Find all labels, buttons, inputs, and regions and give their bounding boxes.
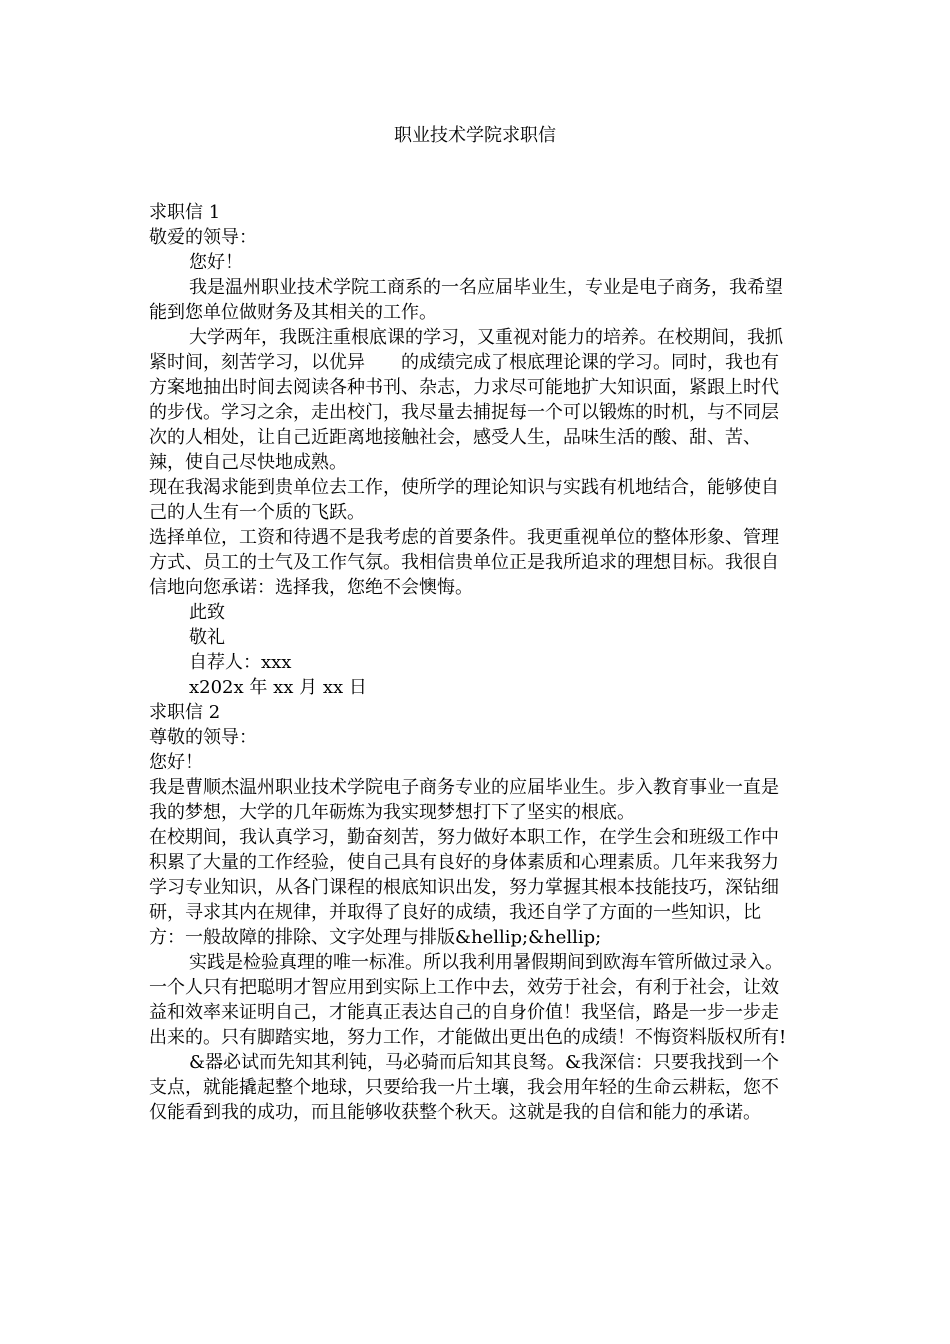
letter2-paragraph-2: 在校期间，我认真学习，勤奋刻苦，努力做好本职工作，在学生会和班级工作中积累了大量的工作经验，使自己具有良好的身体素质和心理素质。几年来我努力学习专业知识，从各门课程的根底知识出发，努力掌握其根本技能技巧，深钻细研，寻求其内在规律，并取得了良好的成绩，我还自学了方面的一些知识，比方：一般故障的排除、文字处理与排版&hellip;&hellip;	[149, 827, 779, 948]
letter1-paragraph-3: 现在我渴求能到贵单位去工作，使所学的理论知识与实践有机地结合，能够使自己的人生有一个质的飞跃。	[149, 477, 779, 523]
document-body	[149, 200, 789, 1125]
letter2-paragraph-3: 实践是检验真理的唯一标准。所以我利用暑假期间到欧海车管所做过录入。一个人只有把聪明才智应用到实际上工作中去，效劳于社会，有利于社会，让效益和效率来证明自己，才能真正表达自己的自身价值！我坚信，路是一步一步走出来的。只有脚踏实地，努力工作，才能做出更出色的成绩！不悔资料版权所有!	[149, 952, 787, 1048]
letter2-greeting: 您好！	[149, 752, 203, 773]
document-title: 职业技术学院求职信	[394, 125, 556, 146]
letter1-date: x202x 年 xx 月 xx 日	[189, 677, 367, 698]
letter1-paragraph-1: 我是温州职业技术学院工商系的一名应届毕业生，专业是电子商务，我希望能到您单位做财务及其相关的工作。	[149, 277, 783, 323]
letter2-paragraph-1: 我是曹顺杰温州职业技术学院电子商务专业的应届毕业生。步入教育事业一直是我的梦想，大学的几年砺炼为我实现梦想打下了坚实的根底。	[149, 777, 779, 823]
letter1-paragraph-4: 选择单位，工资和待遇不是我考虑的首要条件。我更重视单位的整体形象、管理方式、员工的士气及工作气氛。我相信贵单位正是我所追求的理想目标。我很自信地向您承诺：选择我，您绝不会懊悔。	[149, 527, 779, 598]
letter1-closing-2: 敬礼	[189, 627, 225, 648]
letter2-heading: 求职信 2	[149, 702, 221, 723]
letter1-closing-1: 此致	[189, 602, 225, 623]
letter1-paragraph-2: 大学两年，我既注重根底课的学习，又重视对能力的培养。在校期间，我抓紧时间，刻苦学习，以优异 的成绩完成了根底理论课的学习。同时，我也有方案地抽出时间去阅读各种书刊、杂志，力求尽可能地扩大知识面，紧跟上时代的步伐。学习之余，走出校门，我尽量去捕捉每一个可以锻炼的时机，与不同层次的人相处，让自己近距离地接触社会，感受人生，品味生活的酸、甜、苦、辣，使自己尽快地成熟。	[149, 327, 783, 473]
letter1-signer: 自荐人：xxx	[189, 652, 292, 673]
letter1-greeting: 您好！	[189, 252, 243, 273]
letter1-heading: 求职信 1	[149, 202, 221, 223]
letter2-salutation: 尊敬的领导：	[149, 727, 257, 748]
letter1-salutation: 敬爱的领导：	[149, 227, 257, 248]
letter2-paragraph-4: &器必试而先知其利钝，马必骑而后知其良驽。&我深信：只要我找到一个支点，就能撬起整个地球，只要给我一片土壤，我会用年轻的生命云耕耘，您不仅能看到我的成功，而且能够收获整个秋天。这就是我的自信和能力的承诺。	[149, 1052, 780, 1123]
